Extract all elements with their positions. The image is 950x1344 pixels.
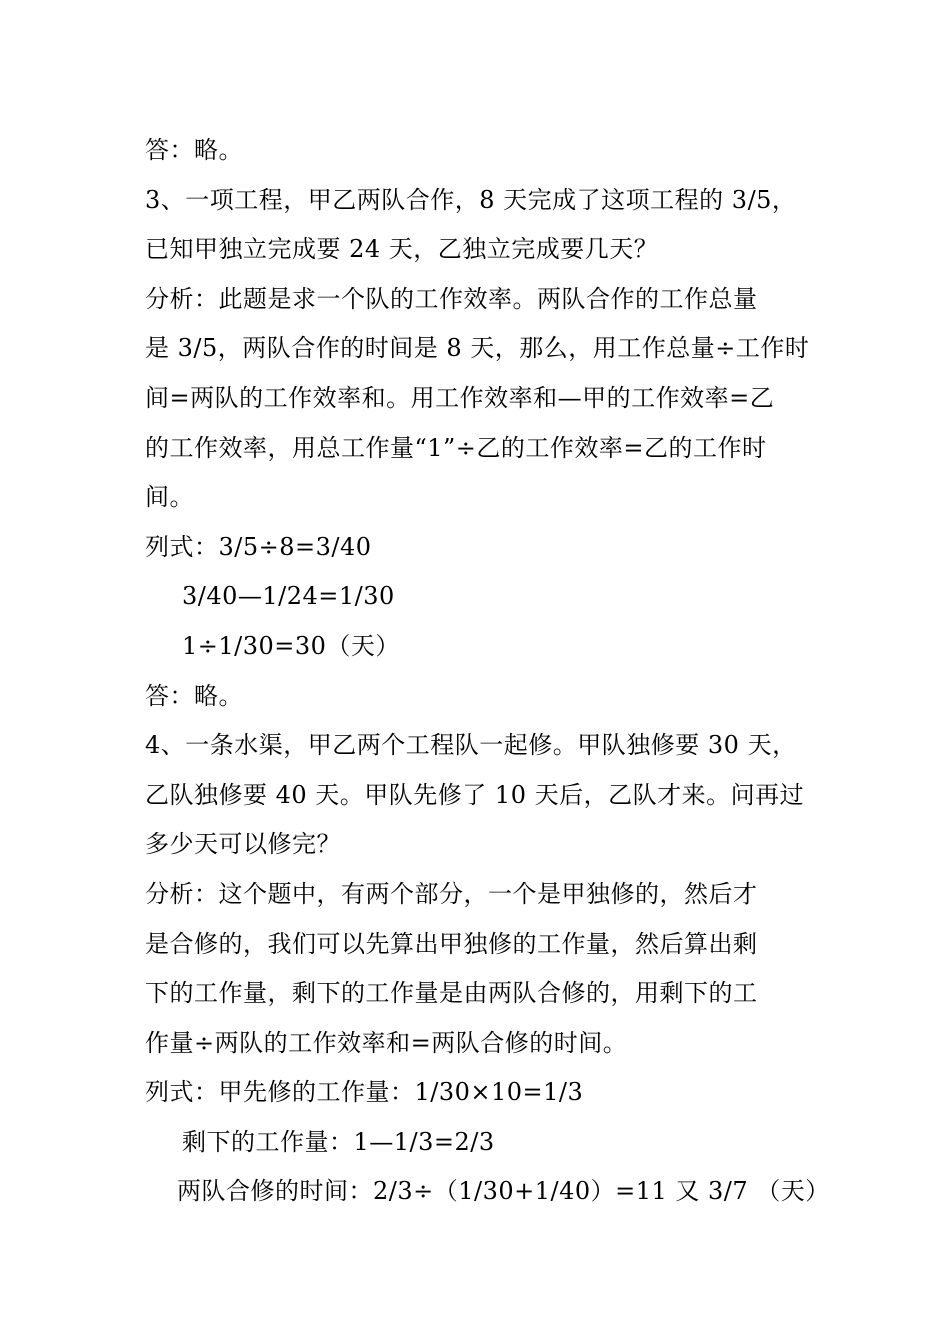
problem-4-line-3: 多少天可以修完？ (145, 830, 341, 859)
problem-3-line-2: 已知甲独立完成要 24 天，乙独立完成要几天？ (145, 235, 659, 264)
formula-4-line-1: 列式：甲先修的工作量：1/30×10=1/3 (145, 1078, 584, 1107)
formula-4-line-2: 剩下的工作量：1—1/3=2/3 (182, 1127, 495, 1156)
analysis-4-line-1: 分析：这个题中，有两个部分，一个是甲独修的，然后才 (145, 879, 758, 908)
analysis-4-line-2: 是合修的，我们可以先算出甲独修的工作量，然后算出剩 (145, 929, 758, 958)
answer-3-line: 答：略。 (145, 681, 243, 710)
analysis-4-line-4: 作量÷两队的工作效率和=两队合修的时间。 (145, 1028, 628, 1057)
analysis-3-line-5: 间。 (145, 483, 194, 512)
formula-3-line-3: 1÷1/30=30（天） (182, 631, 400, 660)
analysis-3-line-4: 的工作效率，用总工作量“1”÷乙的工作效率=乙的工作时 (145, 433, 767, 462)
formula-3-line-2: 3/40—1/24=1/30 (182, 582, 395, 611)
analysis-3-line-1: 分析：此题是求一个队的工作效率。两队合作的工作总量 (145, 284, 758, 313)
formula-3-line-1: 列式：3/5÷8=3/40 (145, 532, 372, 561)
analysis-3-line-2: 是 3/5，两队合作的时间是 8 天，那么，用工作总量÷工作时 (145, 334, 810, 363)
problem-4-line-1: 4、一条水渠，甲乙两个工程队一起修。甲队独修要 30 天， (145, 731, 797, 760)
problem-3-line-1: 3、一项工程，甲乙两队合作，8 天完成了这项工程的 3/5， (145, 185, 797, 214)
analysis-4-line-3: 下的工作量，剩下的工作量是由两队合修的，用剩下的工 (145, 979, 758, 1008)
document-body (145, 126, 830, 1217)
answer-line: 答：略。 (145, 136, 243, 164)
problem-4-line-2: 乙队独修要 40 天。甲队先修了 10 天后，乙队才来。问再过 (145, 780, 805, 809)
analysis-3-line-3: 间=两队的工作效率和。用工作效率和—甲的工作效率=乙 (145, 383, 775, 412)
formula-4-line-3: 两队合修的时间：2/3÷（1/30+1/40）=11 又 3/7 （天） (177, 1177, 830, 1206)
